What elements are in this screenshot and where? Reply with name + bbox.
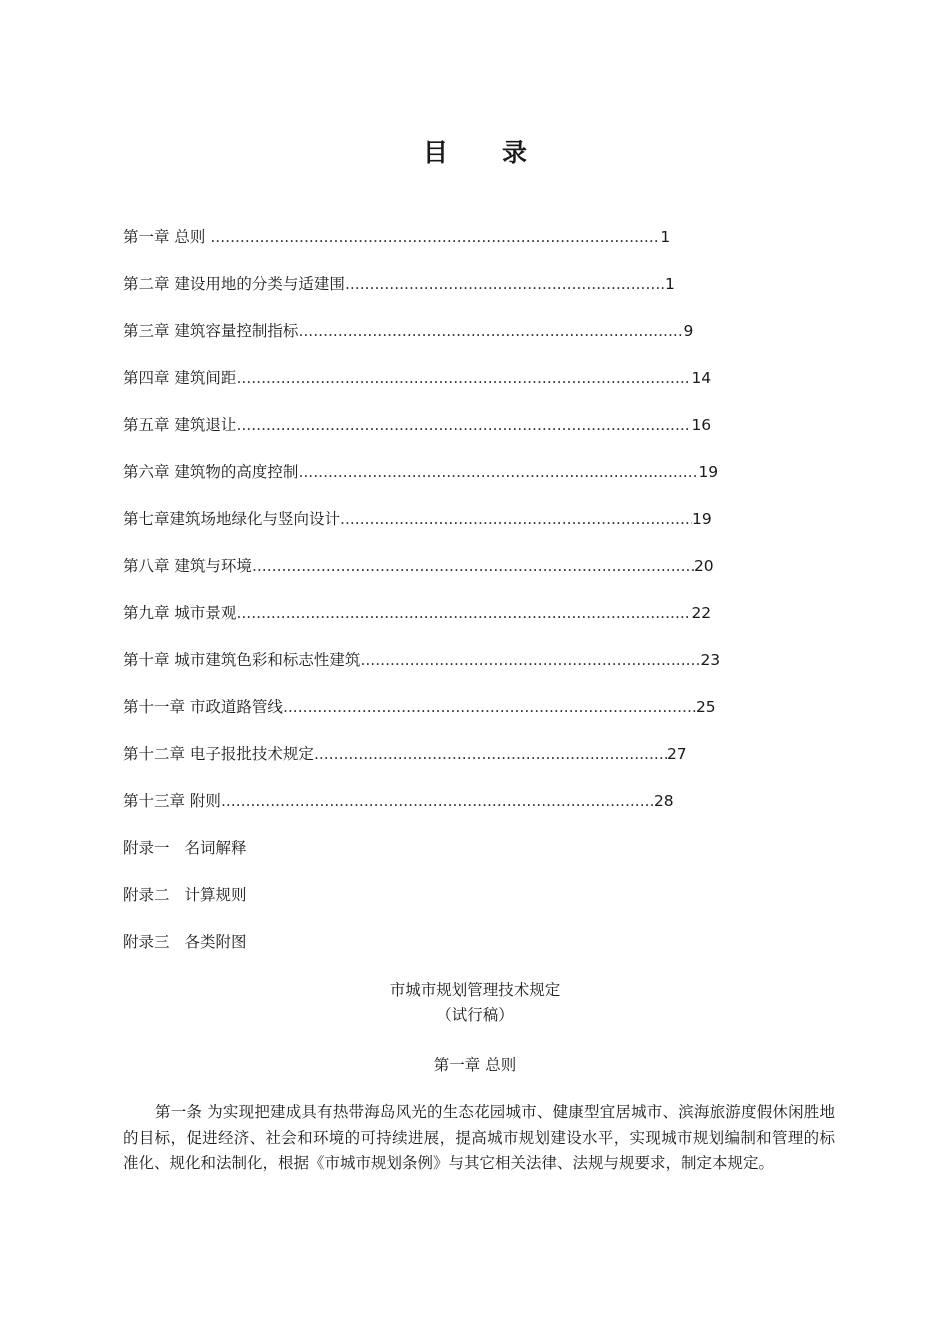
toc-entry-page: 25 [695,698,716,716]
toc-dot-leader [252,553,694,579]
document-subtitle: （试行稿） [436,1006,514,1024]
toc-entry-page: 9 [683,322,694,340]
toc-entry-label: 第四章 建筑间距 [123,369,237,387]
chapter-heading: 第一章 总则 [433,1056,517,1074]
toc-entry-label: 第十三章 附则 [123,792,221,810]
toc-entry-label: 第十二章 电子报批技术规定 [123,745,314,763]
appendix-prefix: 附录三 [123,933,170,951]
toc-entry-page: 22 [691,604,712,622]
toc-dot-leader [236,412,691,438]
toc-entry-page: 23 [700,651,721,669]
toc-entry-label: 第五章 建筑退让 [123,416,237,434]
toc-entry[interactable] [123,788,720,835]
toc-entry-label: 第八章 建筑与环境 [123,557,252,575]
toc-list [123,224,720,976]
toc-dot-leader [298,318,683,344]
toc-entry[interactable] [123,553,720,600]
toc-dot-leader [221,788,654,814]
toc-entry-page: 20 [693,557,714,575]
toc-title-char-2: 录 [502,138,528,167]
toc-dot-leader [236,365,691,391]
toc-title-char-1: 目 [422,138,448,167]
toc-entry-label: 第十一章 市政道路管线 [123,698,283,716]
toc-dot-leader [314,741,667,767]
toc-entry-label: 第三章 建筑容量控制指标 [123,322,299,340]
toc-entry-label: 第十章 城市建筑色彩和标志性建筑 [123,651,361,669]
toc-entry-page: 1 [660,228,671,246]
toc-entry-label: 第六章 建筑物的高度控制 [123,463,299,481]
document-title: 市城市规划管理技术规定 [389,981,561,999]
toc-title [0,133,950,169]
toc-entry-page: 28 [653,792,674,810]
toc-entry[interactable] [123,271,720,318]
toc-dot-leader [298,459,698,485]
toc-entry-page: 16 [691,416,712,434]
toc-entry[interactable] [123,224,720,271]
toc-dot-leader [283,694,696,720]
toc-entry[interactable] [123,412,720,459]
appendix-prefix: 附录二 [123,886,170,904]
appendix-entry[interactable] [123,929,720,976]
toc-entry-page: 14 [691,369,712,387]
appendix-name: 各类附图 [184,933,247,951]
toc-entry[interactable] [123,647,720,694]
toc-entry[interactable] [123,506,720,553]
toc-entry-label: 第九章 城市景观 [123,604,237,622]
appendix-entry[interactable] [123,835,720,882]
toc-entry-label: 第七章建筑场地绿化与竖向设计 [123,510,341,528]
toc-entry-page: 19 [698,463,719,481]
toc-entry[interactable] [123,318,720,365]
toc-entry[interactable] [123,741,720,788]
toc-entry-page: 27 [666,745,687,763]
appendix-name: 名词解释 [184,839,247,857]
toc-entry[interactable] [123,694,720,741]
toc-dot-leader [340,506,692,532]
appendix-entry[interactable] [123,882,720,929]
toc-dot-leader [360,647,700,673]
toc-entry-label: 第二章 建设用地的分类与适建围 [123,275,345,293]
article-paragraph: 第一条 为实现把建成具有热带海岛风光的生态花园城市、健康型宜居城市、滨海旅游度假休闲胜地的目标，促进经济、社会和环境的可持续进展，提高城市规划建设水平，实现城市规划编制和管理的标准化、规化和法制化，根据《市城市规划条例》与其它相关法律、法规与规要求，制定本规定。 [123,1103,835,1172]
appendix-name: 计算规则 [184,886,247,904]
toc-dot-leader [236,600,691,626]
toc-entry[interactable] [123,600,720,647]
toc-entry[interactable] [123,459,720,506]
toc-dot-leader [210,224,660,250]
toc-dot-leader [345,271,665,297]
toc-entry-page: 1 [664,275,675,293]
toc-entry-page: 19 [692,510,712,528]
appendix-prefix: 附录一 [123,839,170,857]
toc-entry[interactable] [123,365,720,412]
toc-entry-label: 第一章 总则 [123,228,211,246]
